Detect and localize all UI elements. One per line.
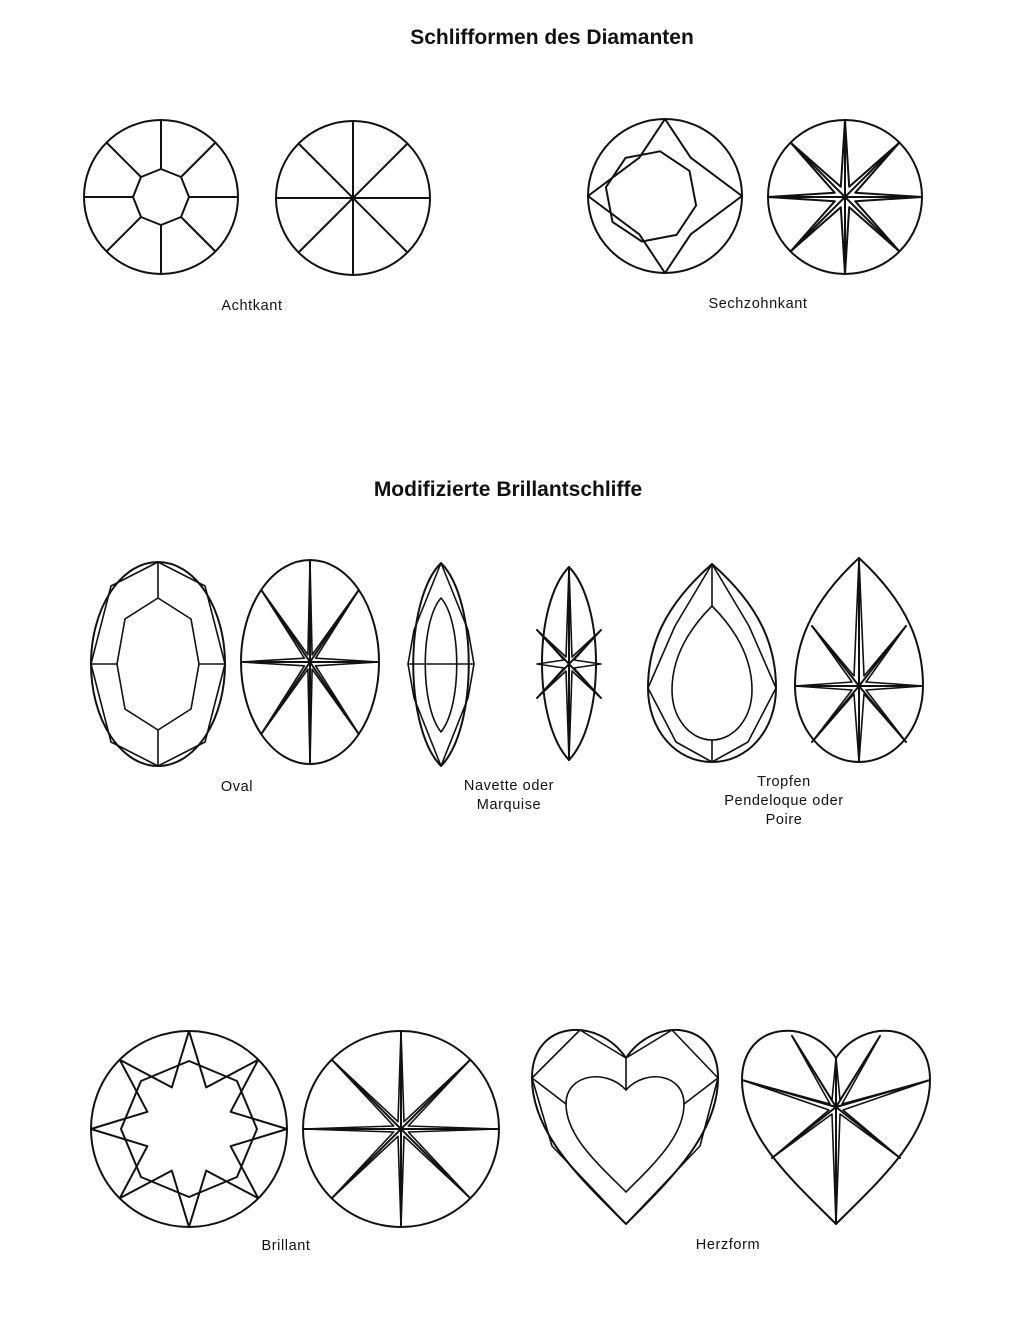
label-tropfen-line-3: Poire xyxy=(765,812,803,828)
label-navette-line-2: Marquise xyxy=(476,797,542,813)
navette-top-diagram xyxy=(408,563,474,766)
label-achtkant: Achtkant xyxy=(221,298,283,314)
oval-top-diagram xyxy=(91,562,225,766)
oval-bottom-diagram xyxy=(241,560,379,764)
label-oval: Oval xyxy=(220,779,254,795)
achtkant-top-diagram xyxy=(84,120,238,274)
heading-schlifformen: Schlifformen des Diamanten xyxy=(410,26,694,49)
brillant-top-diagram xyxy=(91,1031,287,1227)
label-tropfen-line-1: Tropfen xyxy=(757,774,811,790)
achtkant-bottom-diagram xyxy=(276,121,430,275)
label-brillant: Brillant xyxy=(261,1238,311,1254)
tropfen-bottom-diagram xyxy=(795,558,923,762)
label-navette-line-1: Navette oder xyxy=(463,778,555,794)
brillant-bottom-diagram xyxy=(303,1031,499,1227)
sechzehnkant-top-diagram xyxy=(588,119,742,273)
herzform-top-diagram xyxy=(532,1030,718,1224)
herzform-bottom-diagram xyxy=(742,1031,930,1224)
sechzehnkant-bottom-diagram xyxy=(768,120,922,274)
label-herzform: Herzform xyxy=(695,1237,761,1253)
heading-modifizierte-brillantschliffe: Modifizierte Brillantschliffe xyxy=(373,478,643,501)
navette-bottom-diagram xyxy=(537,567,601,760)
tropfen-top-diagram xyxy=(648,564,776,762)
label-sechzehnkant: Sechzohnkant xyxy=(708,296,808,312)
label-tropfen-line-2: Pendeloque oder xyxy=(724,793,844,809)
